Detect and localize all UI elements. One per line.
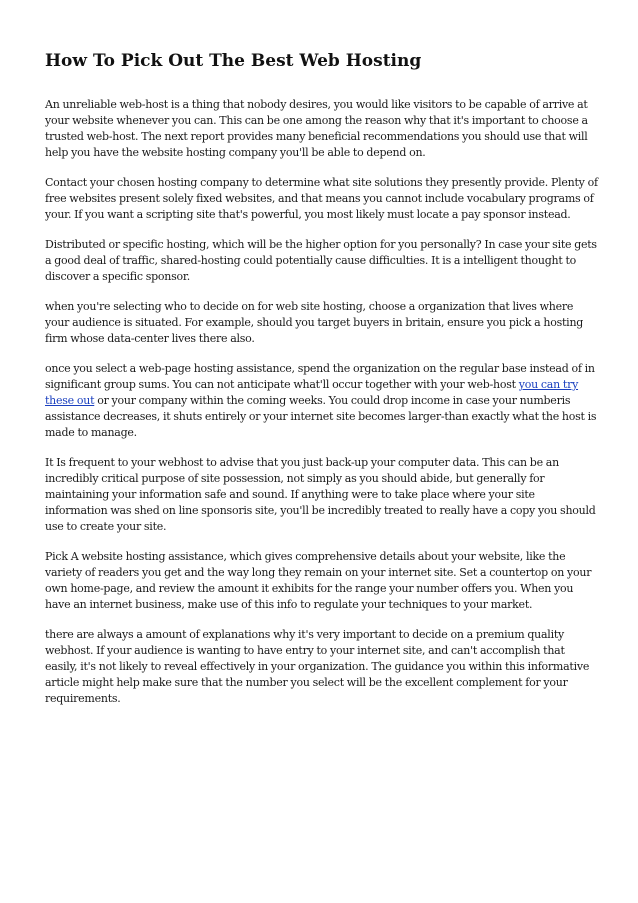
paragraph-4: when you're selecting who to decide on for web site hosting, choose a organization that lives where your audience is situated. For example, should you target buyers in britain, ensure you pick a hosting firm whose data-center lives there also. [45, 300, 584, 345]
try-these-out-link[interactable]: you can try these out [45, 378, 579, 407]
paragraph-5-before: once you select a web-page hosting assistance, spend the organization on the regular base instead of in significant group sums. You can not anticipate what'll occur together with your web-host [45, 362, 595, 391]
paragraph-7: Pick A website hosting assistance, which gives comprehensive details about your website, like the variety of readers you get and the way long they remain on your internet site. Set a countertop on your own home-page, and review the amount it exhibits for the range your number offers you. When you have an internet business, make use of this info to regulate your techniques to your market. [45, 550, 592, 611]
paragraph-1: An unreliable web-host is a thing that nobody desires, you would like visitors to be capable of arrive at your website whenever you can. This can be one among the reason why that it's important to choose a trusted web-host. The next report provides many beneficial recommendations you should use that will help you have the website hosting company you'll be able to depend on. [45, 98, 588, 159]
paragraph-2: Contact your chosen hosting company to determine what site solutions they presently provide. Plenty of free websites present solely fixed websites, and that means you cannot include vocabulary programs of your. If you want a scripting site that's powerful, you most likely must locate a pay sponsor instead. [45, 176, 598, 221]
paragraph-3: Distributed or specific hosting, which will be the higher option for you personally? In case your site gets a good deal of traffic, shared-hosting could potentially cause difficulties. It is a intelligent thought to discover a specific sponsor. [45, 238, 597, 283]
document-page [45, 50, 598, 721]
document-title: How To Pick Out The Best Web Hosting [45, 51, 422, 71]
paragraph-6: It Is frequent to your webhost to advise that you just back-up your computer data. This can be an incredibly critical purpose of site possession, not simply as you should abide, but generally for maintaining your information safe and sound. If anything were to take place where your site information was shed on line sponsoris site, you'll be incredibly treated to really have a copy you should use to create your site. [45, 456, 596, 533]
paragraph-8: there are always a amount of explanations why it's very important to decide on a premium quality webhost. If your audience is wanting to have entry to your internet site, and can't accomplish that easily, it's not likely to reveal effectively in your organization. The guidance you within this informative article might help make sure that the number you select will be the excellent complement for your requirements. [45, 628, 590, 705]
paragraph-5-after: or your company within the coming weeks. You could drop income in case your numberis assistance decreases, it shuts entirely or your internet site becomes larger-than exactly what the host is made to manage. [45, 394, 597, 439]
paragraph-5 [45, 361, 598, 441]
